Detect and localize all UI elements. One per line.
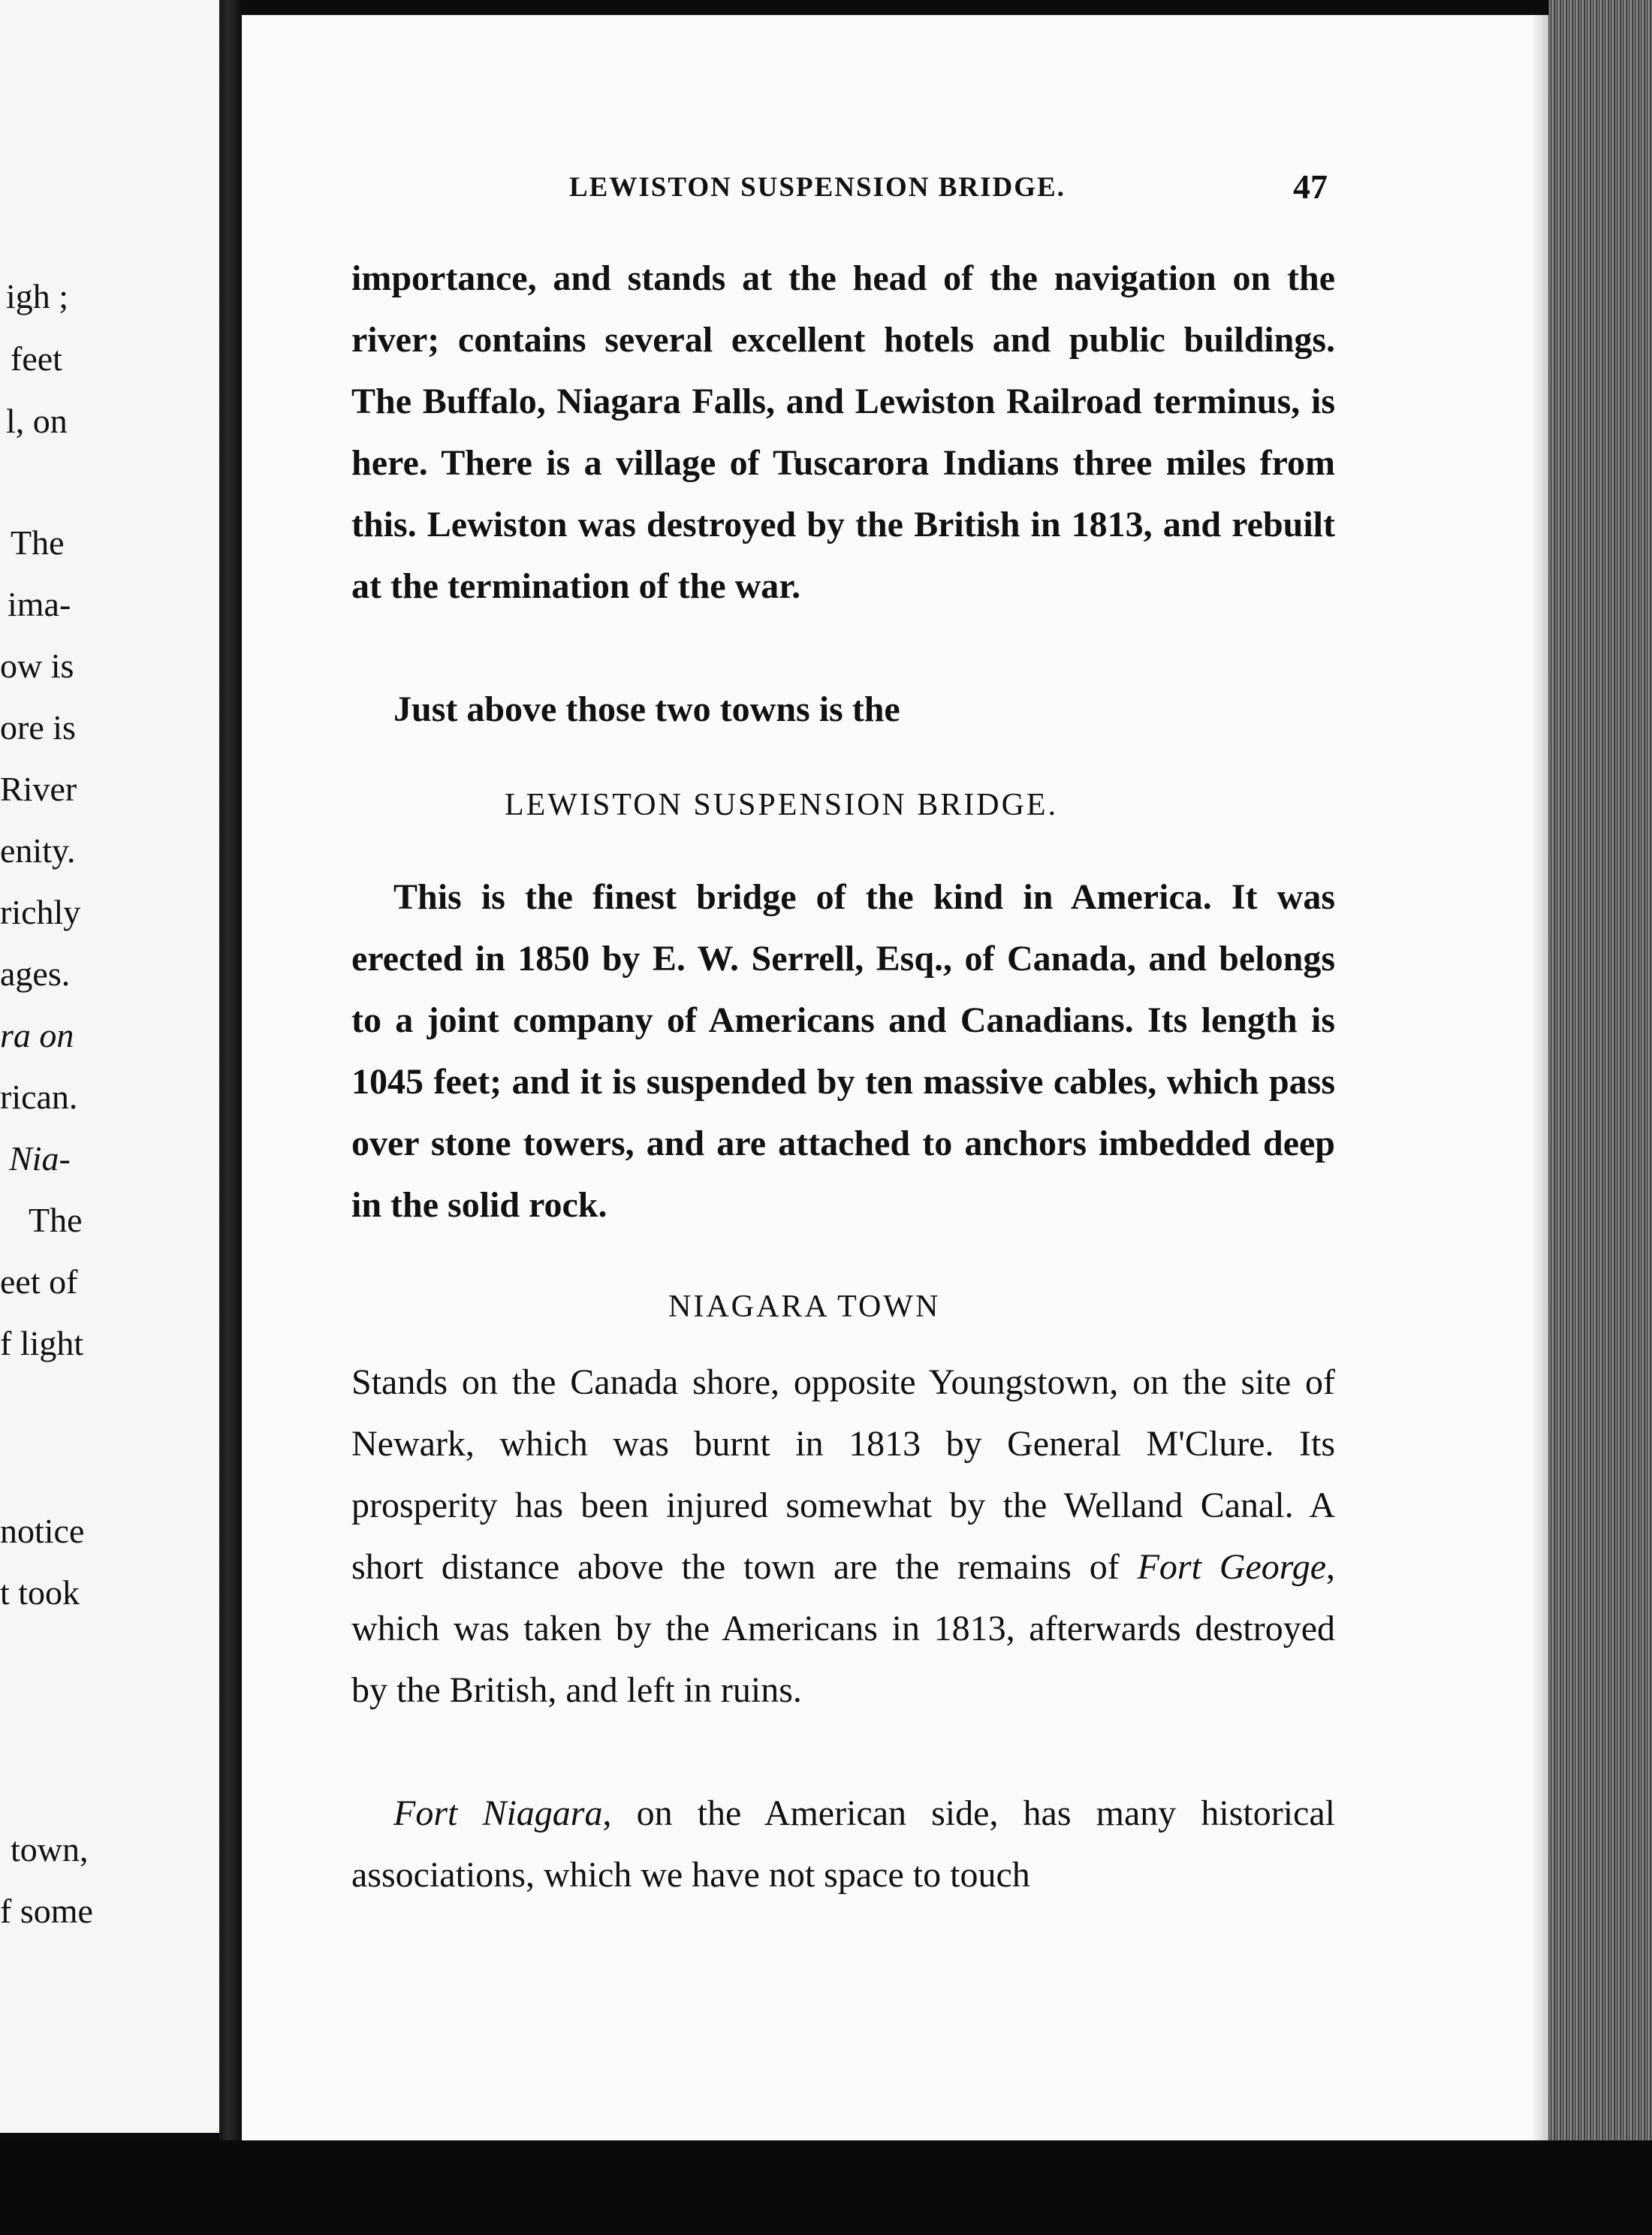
left-line: The <box>29 1201 83 1239</box>
left-line: feet <box>11 339 62 378</box>
left-line: notice <box>0 1512 85 1550</box>
running-head: LEWISTON SUSPENSION BRIDGE. <box>569 172 1066 203</box>
scan-border <box>0 2140 1652 2235</box>
book-gutter <box>219 0 242 2235</box>
left-line: enity. <box>0 831 76 870</box>
paragraph-5 <box>351 1783 1335 1906</box>
left-line: ima- <box>8 585 71 623</box>
left-line: igh ; <box>6 277 69 315</box>
left-line: l, on <box>6 402 68 440</box>
left-line: ages. <box>0 955 71 993</box>
left-line: f light <box>0 1324 84 1362</box>
left-line: ore is <box>0 708 76 747</box>
paragraph-4-text-a: Stands on the Canada shore, opposite Youngstown, on the site of Newark, which was burnt in 1813 by General M'Clure. Its prosperity has been injured somewhat by the Welland Canal. A short distance above the town are the remains of <box>351 1362 1335 1587</box>
left-line: ow is <box>0 647 74 685</box>
left-line: town, <box>11 1830 89 1869</box>
left-line: ra on <box>0 1016 74 1054</box>
section-heading-bridge: LEWISTON SUSPENSION BRIDGE. <box>505 788 1059 822</box>
paragraph-5-text: , on the American side, has many historical associations, which we have not space to touch <box>351 1793 1335 1895</box>
left-line: River <box>0 770 77 808</box>
paragraph-4 <box>351 1352 1335 1721</box>
section-heading-niagara-town: NIAGARA TOWN <box>668 1289 941 1324</box>
fort-niagara-emphasis: Fort Niagara <box>393 1793 603 1833</box>
paragraph-1: importance, and stands at the head of the navigation on the river; contains several excellent hotels and public buildings. The Buffalo, Niagara Falls, and Lewiston Railroad terminus, is here. There is a village of Tuscarora Indians three miles from this. Lewiston was destroyed by the British in 1813, and rebuilt at the termination of the war. <box>351 258 1335 606</box>
left-line: t took <box>0 1573 80 1612</box>
page-stack-edge <box>1548 0 1652 2235</box>
page-number: 47 <box>1293 167 1328 206</box>
left-line: f some <box>0 1892 93 1930</box>
left-line: The <box>11 523 65 562</box>
left-line: eet of <box>0 1262 78 1301</box>
previous-page-fragment <box>0 0 224 2133</box>
left-line: rican. <box>0 1078 78 1116</box>
left-line: richly <box>0 893 81 931</box>
paragraph-3 <box>351 867 1335 1236</box>
paragraph-4-text-b: , which was taken by the Americans in 1813, afterwards destroyed by the British, and left in ruins. <box>351 1547 1335 1710</box>
paragraph-2-text: Just above those two towns is the <box>393 689 900 729</box>
paragraph-3-text: This is the finest bridge of the kind in America. It was erected in 1850 by E. W. Serrell, Esq., of Canada, and belongs to a joint company of Americans and Canadians. Its length is 1045 feet; and it is suspended by ten massive cables, which pass over stone towers, and are attached to anchors imbedded deep in the solid rock. <box>351 877 1335 1225</box>
left-line: Nia- <box>9 1139 71 1178</box>
fort-george-emphasis: Fort George <box>1137 1547 1326 1587</box>
paragraph-2 <box>351 679 1335 740</box>
